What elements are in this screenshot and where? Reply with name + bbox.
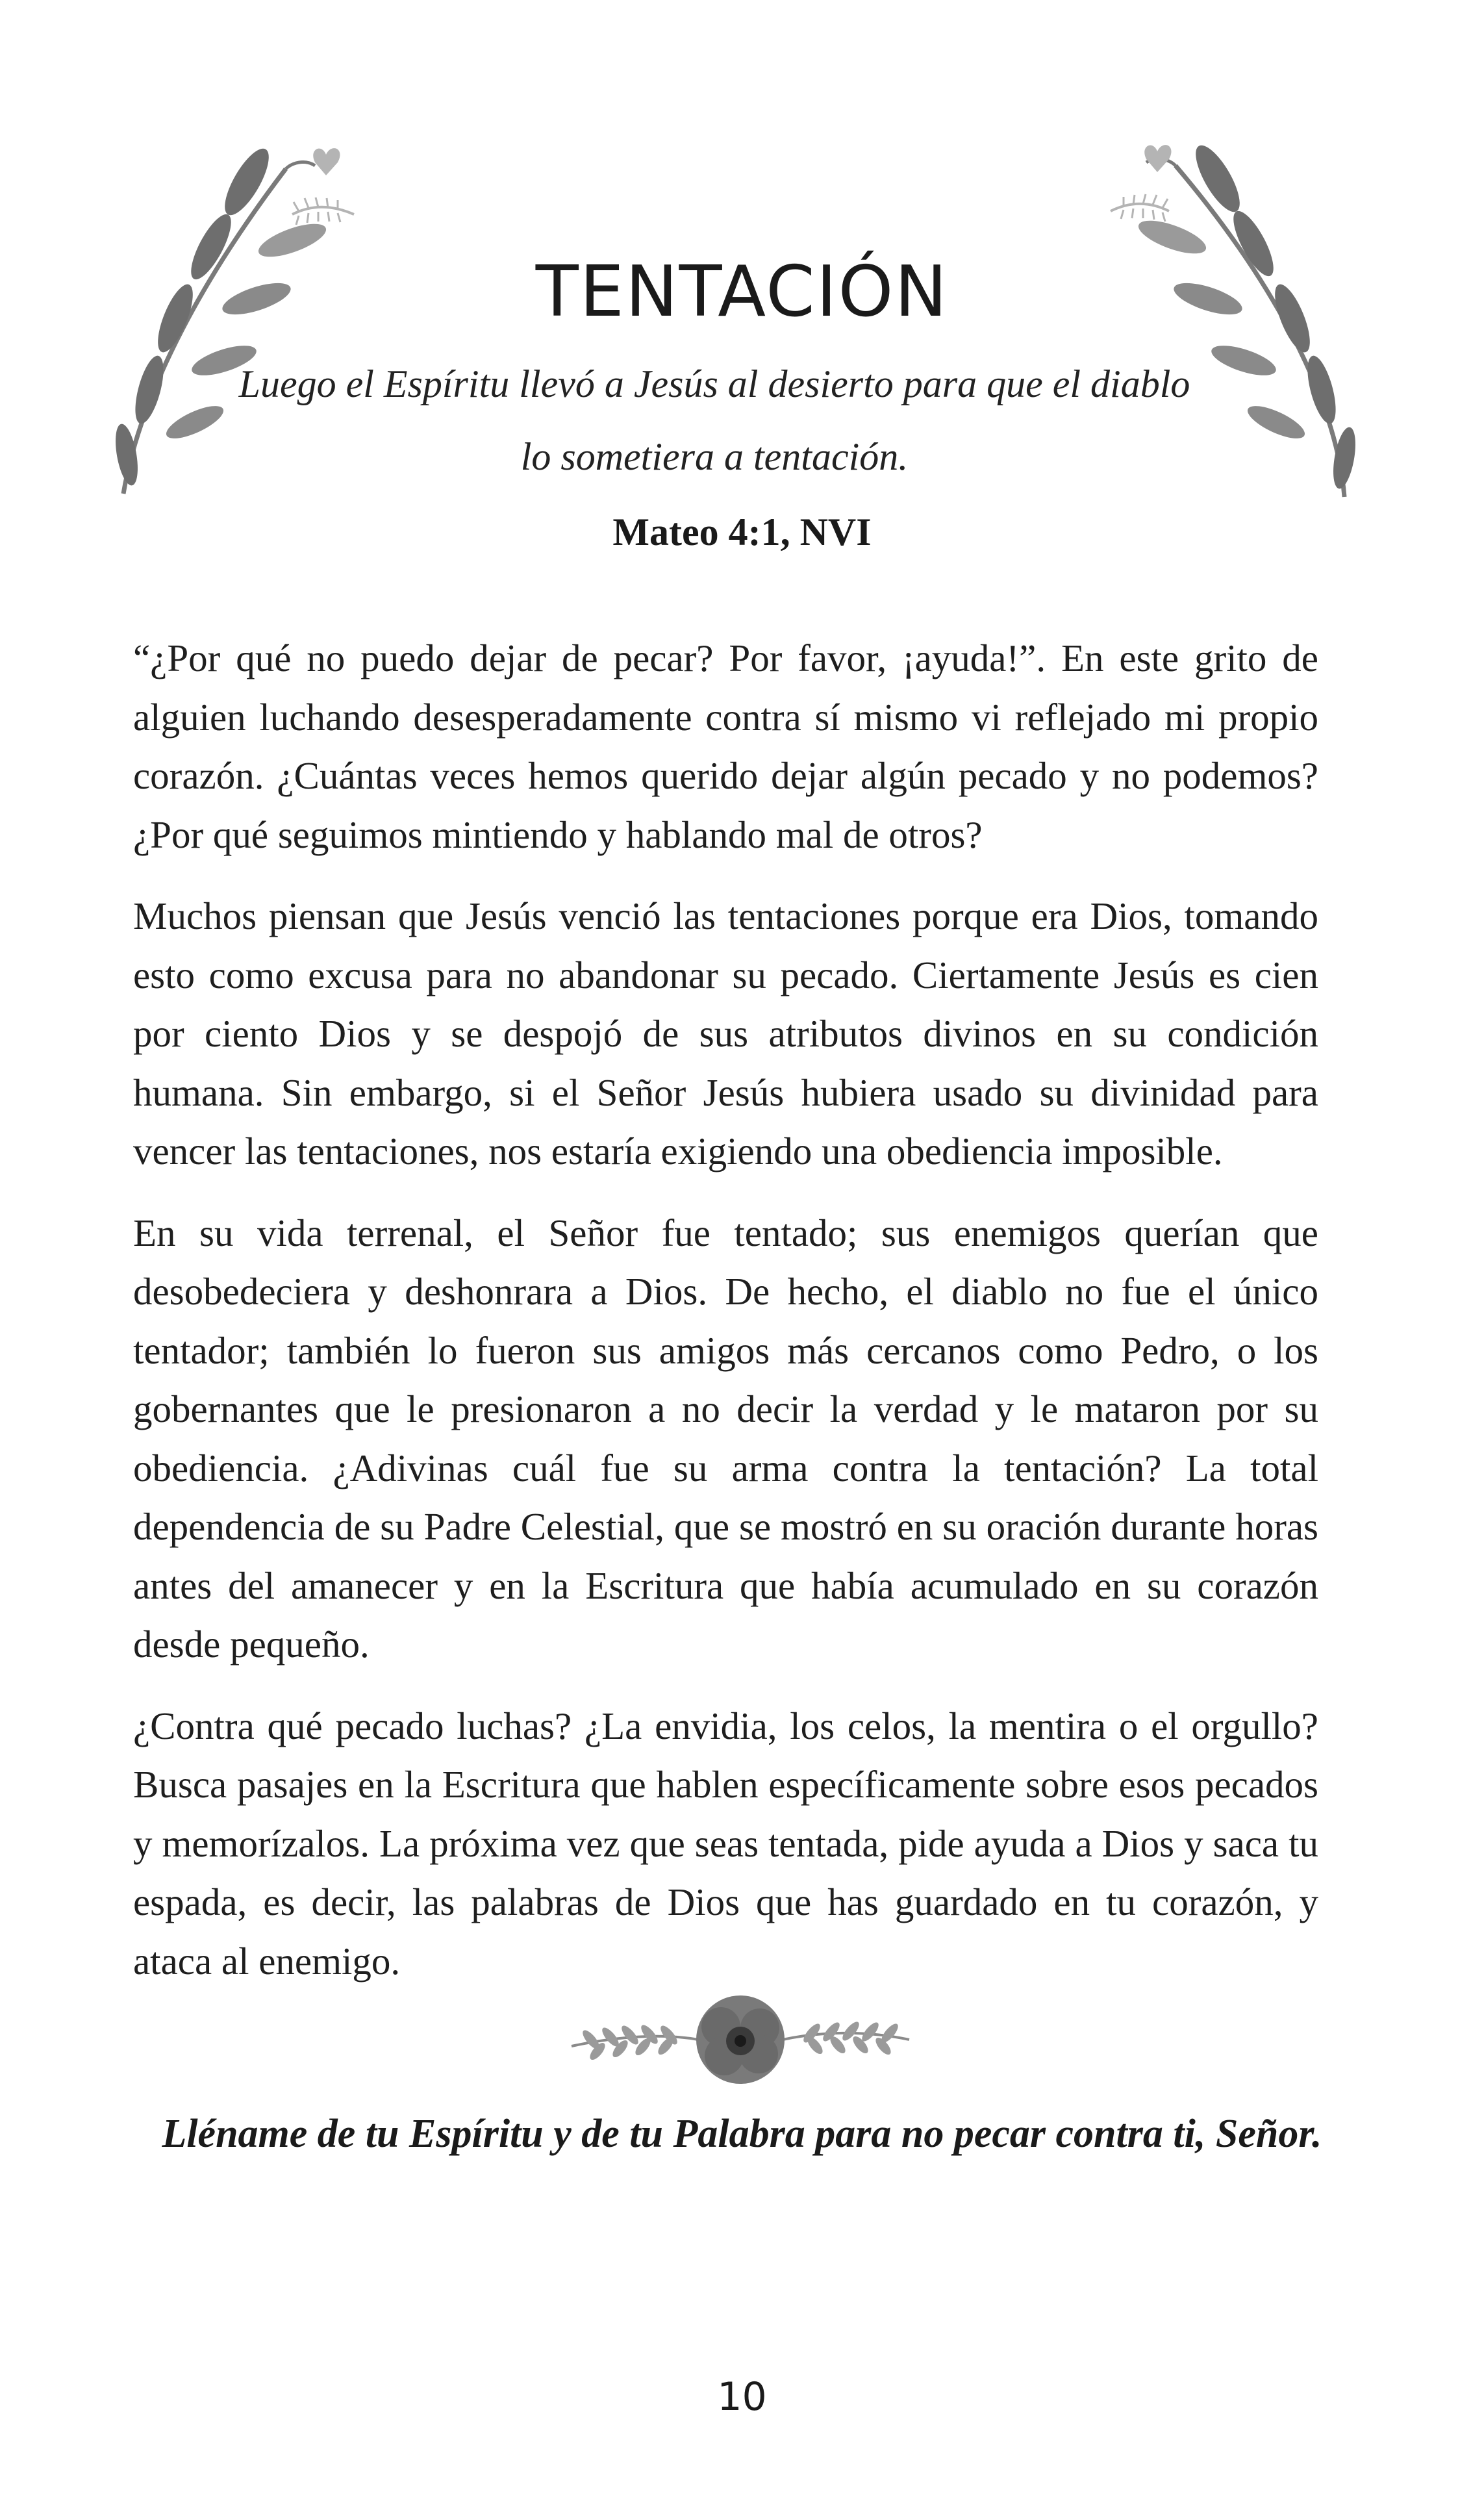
devotional-body: [133, 629, 1318, 1990]
paragraph: ¿Contra qué pecado luchas? ¿La envidia, los celos, la mentira o el orgullo? Busca pasajes en la Escritura que hablen específicamente sobre esos pecados y memorízalos. La próxima vez que seas tentada, pide ayuda a Dios y saca tu espada, es decir, las palabras de Dios que has guardado en tu corazón, y ataca al enemigo.: [133, 1704, 1318, 1982]
paragraph: Muchos piensan que Jesús venció las tentaciones porque era Dios, tomando esto como excusa para no abandonar su pecado. Ciertamente Jesús es cien por ciento Dios y se despojó de sus atributos divinos en su condición humana. Sin embargo, si el Señor Jesús hubiera usado su divinidad para vencer las tentaciones, nos estaría exigiendo una obediencia imposible.: [133, 894, 1318, 1172]
paragraph: “¿Por qué no puedo dejar de pecar? Por favor, ¡ayuda!”. En este grito de alguien luchando desesperadamente contra sí mismo vi reflejado mi propio corazón. ¿Cuántas veces hemos querido dejar algún pecado y no podemos? ¿Por qué seguimos mintiendo y hablando mal de otros?: [133, 637, 1318, 856]
closing-prayer: Lléname de tu Espíritu y de tu Palabra para no pecar contra ti, Señor.: [162, 2112, 1322, 2156]
page-title: TENTACIÓN: [535, 251, 949, 333]
verse-line: lo sometiera a tentación.: [520, 435, 909, 478]
verse-quote: [195, 348, 1234, 493]
verse-reference: Mateo 4:1, NVI: [612, 511, 872, 553]
verse-line: Luego el Espíritu llevó a Jesús al desierto para que el diablo: [238, 362, 1190, 405]
paragraph: En su vida terrenal, el Señor fue tentado; sus enemigos querían que desobedeciera y deshonrara a Dios. De hecho, el diablo no fue el único tentador; también lo fueron sus amigos más cercanos como Pedro, o los gobernantes que le presionaron a no decir la verdad y le mataron por su obediencia. ¿Adivinas cuál fue su arma contra la tentación? La total dependencia de su Padre Celestial, que se mostró en su oración durante horas antes del amanecer y en la Escritura que había acumulado en su corazón desde pequeño.: [133, 1211, 1318, 1665]
flower-divider-icon: [559, 1981, 922, 2098]
page-number: 10: [717, 2374, 767, 2420]
